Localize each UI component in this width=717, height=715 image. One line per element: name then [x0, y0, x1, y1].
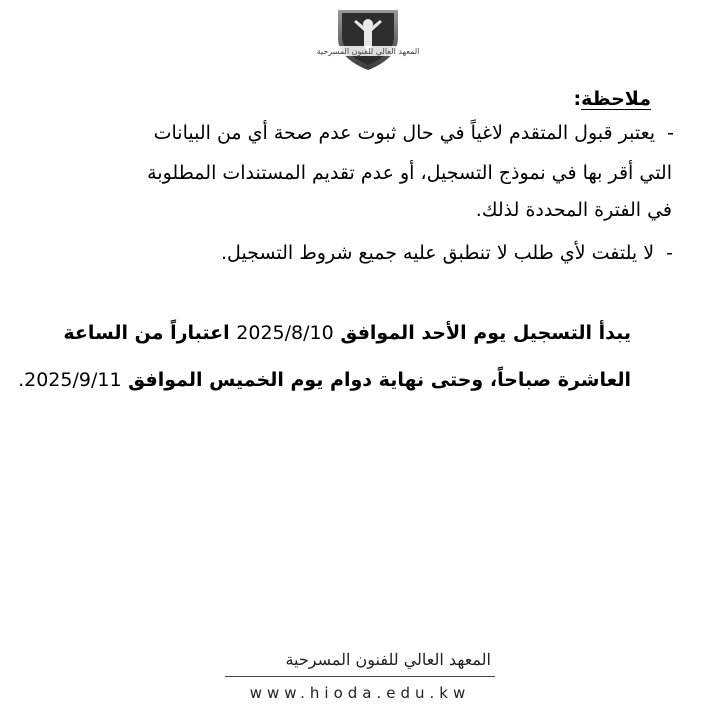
registration-end-period: . — [18, 369, 25, 391]
registration-line-2 — [18, 367, 631, 394]
bullet-1-line-3 — [476, 197, 672, 224]
registration-start-date: 2025/8/10 — [236, 322, 334, 344]
note-heading — [573, 86, 651, 112]
bullet-1-line-2 — [147, 160, 672, 187]
footer-divider — [225, 676, 495, 677]
registration-text-2a: العاشرة صباحاً، وحتى نهاية دوام يوم الخميس الموافق — [128, 369, 631, 391]
registration-text-1b: اعتباراً من الساعة — [63, 322, 230, 344]
footer-institute-name: المعهد العالي للفنون المسرحية — [285, 650, 491, 669]
bullet-1-marker: - — [667, 122, 674, 144]
note-heading-colon: : — [573, 88, 582, 110]
bullet-2-line-1 — [221, 240, 673, 267]
bullet-2-marker: - — [666, 242, 673, 264]
note-heading-text: ملاحظة — [581, 88, 651, 110]
logo-caption: المعهد العالي للفنون المسرحية — [316, 47, 420, 56]
footer-website-link[interactable]: www.hioda.edu.kw — [249, 684, 471, 702]
shield-person-icon — [304, 8, 432, 72]
institute-logo — [304, 8, 432, 72]
bullet-1-text-2: التي أقر بها في نموذج التسجيل، أو عدم تقديم المستندات المطلوبة — [147, 162, 672, 184]
bullet-2-text-1: لا يلتفت لأي طلب لا تنطبق عليه جميع شروط التسجيل. — [221, 242, 655, 264]
registration-line-1 — [63, 320, 631, 347]
bullet-1-text-3: في الفترة المحددة لذلك. — [475, 199, 672, 221]
bullet-1-text-1: يعتبر قبول المتقدم لاغياً في حال ثبوت عدم صحة أي من البيانات — [153, 122, 656, 144]
bullet-1-line-1 — [154, 120, 674, 147]
registration-end-date: 2025/9/11 — [24, 369, 122, 391]
registration-text-1a: يبدأ التسجيل يوم الأحد الموافق — [340, 322, 631, 344]
